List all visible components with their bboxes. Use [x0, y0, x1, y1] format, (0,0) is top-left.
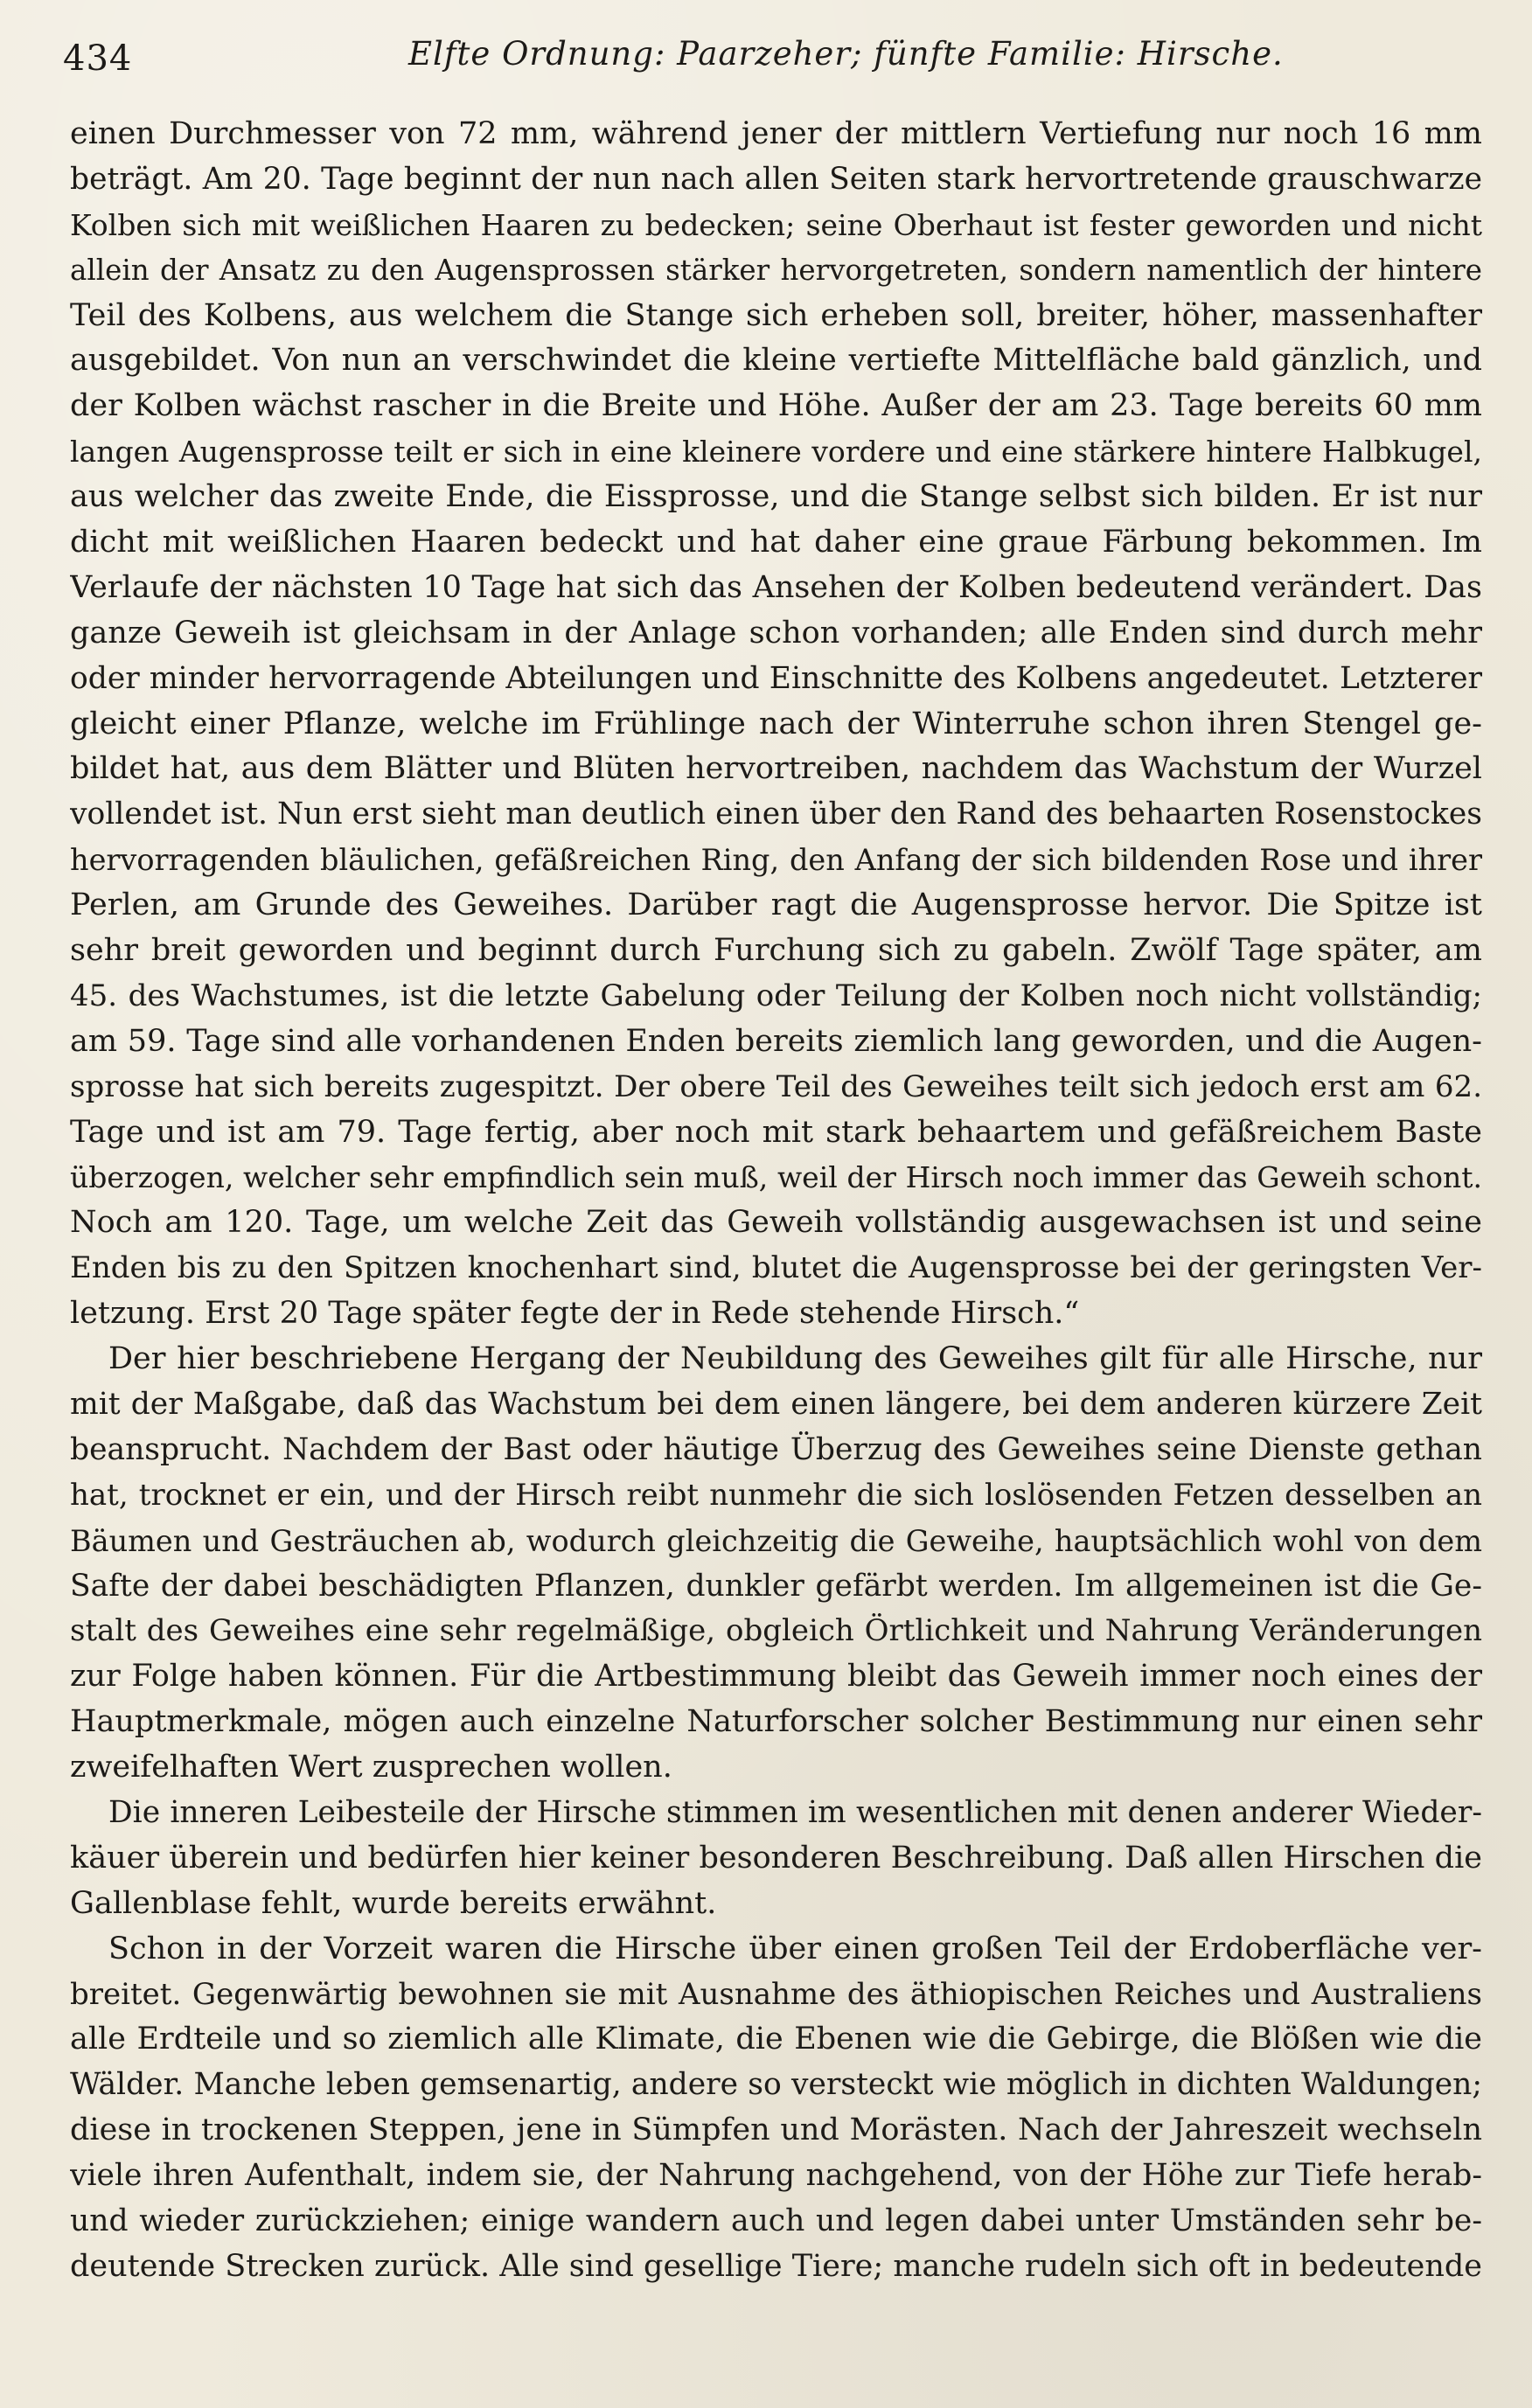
text-line: breitet. Gegenwärtig bewohnen sie mit Ausnahme des äthiopischen Reiches und Australiens	[70, 1976, 1482, 2012]
text-line: Enden bis zu den Spitzen knochenhart sind, blutet die Augensprosse bei der geringsten Ver-	[70, 1250, 1482, 1286]
text-line: 45. des Wachstumes, ist die letzte Gabelung oder Teilung der Kolben noch nicht vollständig;	[70, 978, 1482, 1013]
text-line: hervorragenden bläulichen, gefäßreichen Ring, den Anfang der sich bildenden Rose und ihrer	[70, 843, 1482, 878]
text-line: einen Durchmesser von 72 mm, während jener der mittlern Vertiefung nur noch 16 mm	[70, 116, 1482, 151]
text-line: überzogen, welcher sehr empfindlich sein muß, weil der Hirsch noch immer das Geweih schont.	[70, 1160, 1482, 1195]
text-line: allein der Ansatz zu den Augensprossen stärker hervorgetreten, sondern namentlich der hintere	[70, 253, 1482, 287]
text-line: am 59. Tage sind alle vorhandenen Enden bereits ziemlich lang geworden, und die Augen-	[70, 1023, 1482, 1059]
text-line: und wieder zurückziehen; einige wandern auch und legen dabei unter Umständen sehr be-	[70, 2203, 1482, 2238]
text-line: Die inneren Leibesteile der Hirsche stimmen im wesentlichen mit denen anderer Wieder-	[108, 1794, 1482, 1830]
text-line: dicht mit weißlichen Haaren bedeckt und hat daher eine graue Färbung bekommen. Im	[70, 525, 1482, 560]
text-line: Safte der dabei beschädigten Pflanzen, dunkler gefärbt werden. Im allgemeinen ist die Ge-	[70, 1568, 1482, 1604]
text-line: ganze Geweih ist gleichsam in der Anlage schon vorhanden; alle Enden sind durch mehr	[70, 615, 1482, 651]
text-line: aus welcher das zweite Ende, die Eissprosse, und die Stange selbst sich bilden. Er ist nur	[70, 479, 1482, 515]
text-line: Der hier beschriebene Hergang der Neubildung des Geweihes gilt für alle Hirsche, nur	[108, 1341, 1482, 1377]
page-header	[63, 33, 1471, 86]
page-number: 434	[63, 38, 133, 79]
text-line: viele ihren Aufenthalt, indem sie, der Nahrung nachgehend, von der Höhe zur Tiefe herab-	[70, 2158, 1482, 2194]
text-line: sprosse hat sich bereits zugespitzt. Der obere Teil des Geweihes teilt sich jedoch erst am 62.	[70, 1068, 1482, 1104]
text-line: Hauptmerkmale, mögen auch einzelne Naturforscher solcher Bestimmung nur einen sehr	[70, 1704, 1482, 1740]
text-line: Teil des Kolbens, aus welchem die Stange sich erheben soll, breiter, höher, massenhafter	[70, 297, 1482, 333]
text-line: gleicht einer Pflanze, welche im Frühlinge nach der Winterruhe schon ihren Stengel ge-	[70, 706, 1482, 741]
text-line: Verlaufe der nächsten 10 Tage hat sich das Ansehen der Kolben bedeutend verändert. Das	[70, 569, 1482, 605]
running-head: Elfte Ordnung: Paarzeher; fünfte Familie: Hirsche.	[408, 35, 1284, 73]
text-line: letzung. Erst 20 Tage später fegte der in Rede stehende Hirsch.“	[70, 1296, 1080, 1332]
text-line: ausgebildet. Von nun an verschwindet die kleine vertiefte Mittelfläche bald gänzlich, und	[70, 343, 1482, 379]
text-line: diese in trockenen Steppen, jene in Sümpfen und Morästen. Nach der Jahreszeit wechseln	[70, 2112, 1482, 2148]
text-line: zweifelhaften Wert zusprechen wollen.	[70, 1750, 672, 1785]
text-line: zur Folge haben können. Für die Artbestimmung bleibt das Geweih immer noch eines der	[70, 1659, 1482, 1695]
text-line: deutende Strecken zurück. Alle sind gesellige Tiere; manche rudeln sich oft in bedeutende	[70, 2248, 1482, 2284]
text-line: käuer überein und bedürfen hier keiner besonderen Beschreibung. Daß allen Hirschen die	[70, 1840, 1482, 1876]
text-line: Tage und ist am 79. Tage fertig, aber noch mit stark behaartem und gefäßreichem Baste	[70, 1114, 1482, 1150]
text-line: Schon in der Vorzeit waren die Hirsche über einen großen Teil der Erdoberfläche ver-	[108, 1931, 1482, 1966]
text-line: oder minder hervorragende Abteilungen und Einschnitte des Kolbens angedeutet. Letzterer	[70, 660, 1482, 696]
text-line: bildet hat, aus dem Blätter und Blüten hervortreiben, nachdem das Wachstum der Wurzel	[70, 751, 1482, 787]
text-line: der Kolben wächst rascher in die Breite und Höhe. Außer der am 23. Tage bereits 60 mm	[70, 388, 1482, 424]
text-line: Perlen, am Grunde des Geweihes. Darüber ragt die Augensprosse hervor. Die Spitze ist	[70, 887, 1482, 923]
body-text	[70, 112, 1482, 2290]
text-line: Bäumen und Gesträuchen ab, wodurch gleichzeitig die Geweihe, hauptsächlich wohl von dem	[70, 1523, 1482, 1558]
text-line: beträgt. Am 20. Tage beginnt der nun nach allen Seiten stark hervortretende grauschwarze	[70, 161, 1482, 197]
text-line: Noch am 120. Tage, um welche Zeit das Geweih vollständig ausgewachsen ist und seine	[70, 1205, 1482, 1241]
text-line: Gallenblase fehlt, wurde bereits erwähnt.	[70, 1885, 717, 1921]
text-line: langen Augensprosse teilt er sich in eine kleinere vordere und eine stärkere hintere Halbkugel,	[70, 435, 1482, 470]
text-line: vollendet ist. Nun erst sieht man deutlich einen über den Rand des behaarten Rosenstockes	[70, 797, 1482, 832]
text-line: sehr breit geworden und beginnt durch Furchung sich zu gabeln. Zwölf Tage später, am	[70, 933, 1482, 969]
text-line: Wälder. Manche leben gemsenartig, andere so versteckt wie möglich in dichten Waldungen;	[70, 2067, 1482, 2103]
text-line: mit der Maßgabe, daß das Wachstum bei dem einen längere, bei dem anderen kürzere Zeit	[70, 1386, 1482, 1422]
text-line: alle Erdteile und so ziemlich alle Klimate, die Ebenen wie die Gebirge, die Blößen wie die	[70, 2022, 1482, 2057]
text-line: hat, trocknet er ein, und der Hirsch reibt nunmehr die sich loslösenden Fetzen desselben an	[70, 1477, 1482, 1513]
text-line: Kolben sich mit weißlichen Haaren zu bedecken; seine Oberhaut ist fester geworden und nicht	[70, 207, 1482, 242]
text-line: stalt des Geweihes eine sehr regelmäßige, obgleich Örtlichkeit und Nahrung Veränderungen	[70, 1613, 1482, 1649]
text-line: beansprucht. Nachdem der Bast oder häutige Überzug des Geweihes seine Dienste gethan	[70, 1431, 1482, 1467]
